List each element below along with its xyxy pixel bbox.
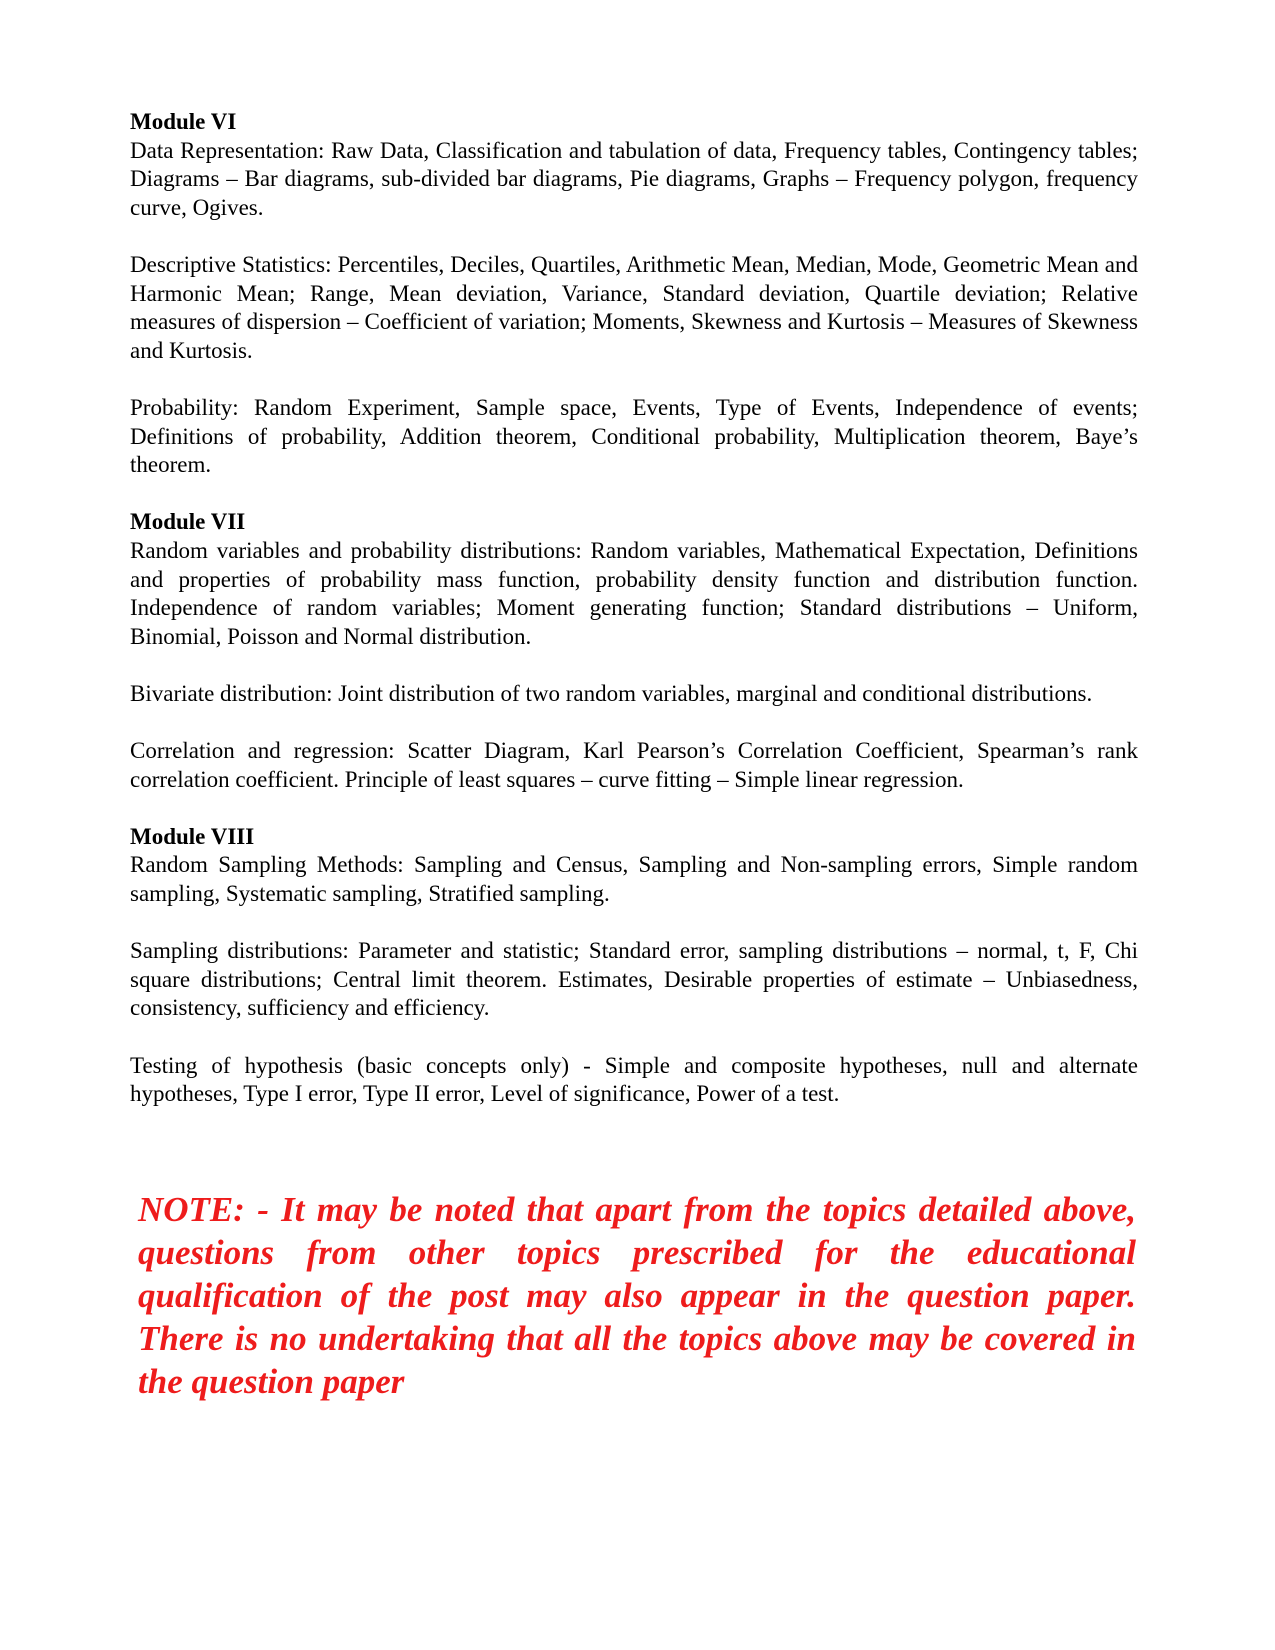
topic-paragraph: Descriptive Statistics: Percentiles, Deciles, Quartiles, Arithmetic Mean, Median, Mode, Geometric Mean and Harmonic Mean; Range, Mean deviation, Variance, Standard deviation, Quartile deviation; Relative measures of dispersion – Coefficient of variation; Moments, Skewness and Kurtosis – Measures of Skewness and Kurtosis. — [130, 251, 1138, 363]
module-title: Module VI — [130, 109, 237, 134]
topic-paragraph: Testing of hypothesis (basic concepts only) - Simple and composite hypotheses, null and alternate hypotheses, Type I error, Type II error, Level of significance, Power of a test. — [130, 1052, 1138, 1107]
module-section — [130, 508, 1138, 794]
module-section — [130, 823, 1138, 1109]
topic-paragraph: Probability: Random Experiment, Sample space, Events, Type of Events, Independence of events; Definitions of probability, Addition theorem, Conditional probability, Multiplication theorem, Baye’s theorem. — [130, 394, 1138, 478]
syllabus-content — [130, 108, 1138, 1137]
topic-paragraph: Bivariate distribution: Joint distribution of two random variables, marginal and conditional distributions. — [130, 680, 1093, 706]
topic-paragraph: Correlation and regression: Scatter Diagram, Karl Pearson’s Correlation Coefficient, Spearman’s rank correlation coefficient. Principle of least squares – curve fitting – Simple linear regression. — [130, 738, 1138, 792]
topic-paragraph: Sampling distributions: Parameter and statistic; Standard error, sampling distributions – normal, t, F, Chi square distributions; Central limit theorem. Estimates, Desirable properties of estimate – Unbiasedness, consistency, sufficiency and efficiency. — [130, 938, 1138, 1021]
disclaimer-note: NOTE: - It may be noted that apart from the topics detailed above, questions from other topics prescribed for the educational qualification of the post may also appear in the question paper. There is no undertaking that all the topics above may be covered in the question paper — [138, 1190, 1136, 1401]
module-section — [130, 108, 1138, 480]
module-title: Module VII — [130, 509, 246, 535]
topic-paragraph: Random Sampling Methods: Sampling and Census, Sampling and Non-sampling errors, Simple random sampling, Systematic sampling, Stratified sampling. — [130, 852, 1138, 907]
topic-paragraph: Data Representation: Raw Data, Classification and tabulation of data, Frequency tables, Contingency tables; Diagrams – Bar diagrams, sub-divided bar diagrams, Pie diagrams, Graphs – Frequency polygon, frequency curve, Ogives. — [130, 137, 1138, 220]
topic-paragraph: Random variables and probability distributions: Random variables, Mathematical Expectation, Definitions and properties of probability mass function, probability density function and distribution function. Independence of random variables; Moment generating function; Standard distributions – Uniform, Binomial, Poisson and Normal distribution. — [130, 537, 1138, 649]
module-title: Module VIII — [130, 823, 255, 849]
